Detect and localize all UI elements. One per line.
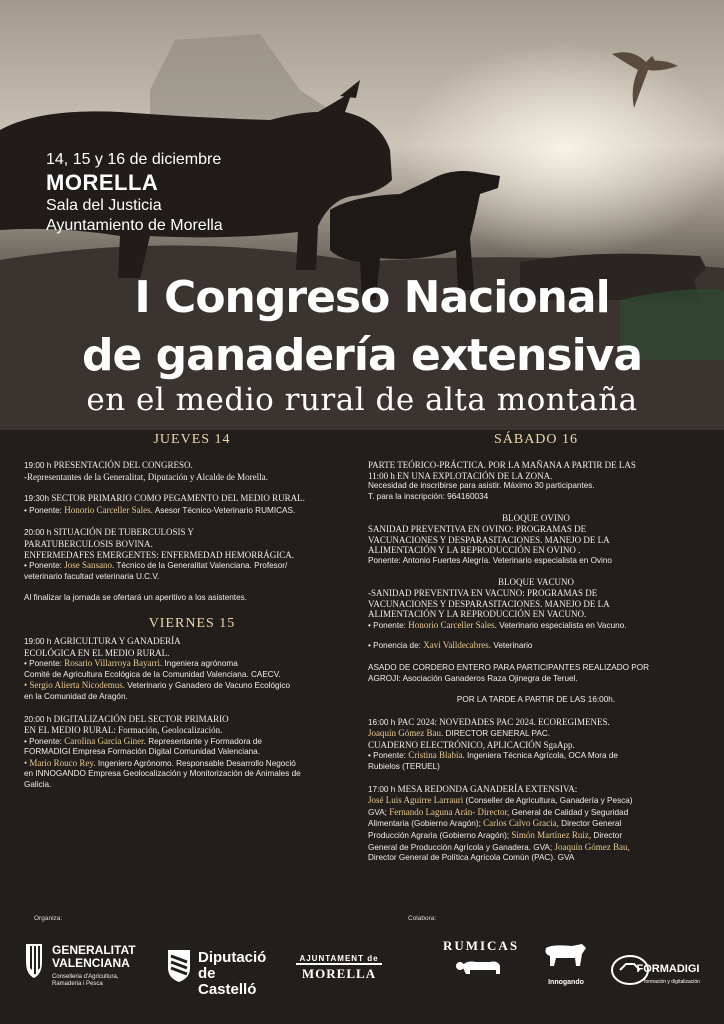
entry-line: AGROJI: Asociación Ganaderos Raza Ojinegra de Teruel. [368,673,578,683]
bloque-ovino [368,513,704,566]
formadigi-sub: formación y digitalización [644,979,700,985]
speaker-name: Carlos Calvo Gracia, [483,818,559,829]
entry-title: AGRICULTURA Y GANADERÍA [53,635,181,646]
speaker-desc: GVA; [368,807,387,817]
speaker-desc: veterinario facultad veterinaria U.C.V. [24,571,160,581]
entry-title: ENFERMEDAFES EMERGENTES: ENFERMEDAD HEMORRÁGICA. [24,549,295,560]
hero-banner [0,0,724,430]
speaker-desc: General de Producción Agrícola y Ganadera. GVA; [368,842,553,852]
speaker-desc: Asesor Técnico-Veterinario RUMICAS. [154,505,296,515]
day-heading-jueves: JUEVES 14 [153,432,231,447]
innogando-name: Innogando [548,979,584,986]
speaker-name: Joaquín Gómez Bau. [368,728,444,739]
entry-title: MESA REDONDA GANADERÍA EXTENSIVA: [397,783,578,794]
speaker-desc: Ingeniero Agrónomo. Responsable Desarrollo Negoció [97,758,296,768]
asado-note [368,663,704,684]
innogando-logo [538,942,594,992]
entry-time: 19:00 h [24,461,52,470]
entry-title: PARTE TEÓRICO-PRÁCTICA. POR LA MAÑANA A PARTIR DE LAS [368,460,636,470]
program-entry [24,714,360,791]
speaker-desc: Ponente: Antonio Fuertes Alegría. Veterinario especialista en Ovino [368,555,612,565]
formadigi-icon [610,950,706,990]
entry-time: 16:00 h [368,717,396,727]
subtitle: en el medio rural de alta montaña [86,382,638,418]
rumicas-text: RUMICAS [442,938,520,953]
entry-title: PRESENTACIÓN DEL CONGRESO. [53,460,193,470]
formadigi-text: FORMADIGI [636,963,700,975]
entry-title: VACUNACIONES Y DESPARASITACIONES. MANEJO DE LA [368,598,610,609]
speaker-desc: Director General de Política Agrícola Común (PAC). GVA [368,853,575,863]
event-info [46,150,223,236]
entry-title: -SANIDAD PREVENTIVA EN VACUNO: PROGRAMAS DE [368,587,598,598]
program-entry [368,460,704,502]
entry-time: 20:00 h [24,528,52,538]
speaker-name: • Mario Rouco Rey. [24,757,96,768]
closing-text: Al finalizar la jornada se ofertará un aperitivo a los asistentes. [24,593,248,603]
entry-time: 20:00 h [24,714,52,724]
diputacio-logo [166,946,278,998]
closing-note [24,593,360,604]
speaker-name: Xavi Valldecabres. [423,640,492,651]
speaker-desc: Ingeniera Técnica Agrícola, OCA Mora de [466,751,618,761]
gv-sub-line2: Ramaderia i Pesca [52,981,103,987]
program-entry [24,493,360,516]
speaker-name: José Luis Aguirre Larrauri [368,795,464,806]
dc-name [198,950,278,998]
block-heading: BLOQUE OVINO [502,513,570,524]
entry-title: SECTOR PRIMARIO COMO PEGAMENTO DEL MEDIO RURAL. [51,493,305,504]
generalitat-emblem-icon [24,940,44,980]
mo-line1: AJUNTAMENT de [299,954,379,963]
speaker-name: Jose Sansano. [64,560,115,571]
generalitat-logo [24,940,154,1000]
venue-line2: Ayuntamiento de Morella [46,217,223,234]
speaker-desc: Veterinario [493,641,533,651]
entry-title: SITUACIÓN DE TUBERCULOSIS Y [53,527,194,538]
speaker-desc: Representante y Formadora de [148,736,262,746]
entry-title: ECOLÓGICA EN EL MEDIO RURAL. [24,647,170,658]
speaker-desc: Producción Agraria (Gobierno Aragón); [368,831,510,841]
title-line1: I Congreso Nacional [134,272,610,323]
speaker-desc: en INNOGANDO Empresa Geolocalización y Monitorización de Animales de [24,769,301,779]
entry-title: VACUNACIONES Y DESPARASITACIONES. MANEJO DE LA [368,534,610,545]
speaker-desc: Ingeniera agrónoma [164,659,238,669]
ponente-prefix: • Ponente: [24,505,62,515]
morella-logo [296,944,382,988]
program-entry [24,527,360,582]
program-right-column [368,432,704,875]
speaker-desc: Director [593,831,623,841]
speaker-desc: Comité de Agricultura Ecológica de la Comunidad Valenciana. CAECV. [24,669,281,679]
entry-title: EN EL MEDIO RURAL: Formación, Geolocalización. [24,725,223,736]
speaker-desc: Veterinario y Ganadero de Vacuno Ecológico [127,681,291,691]
block-heading: BLOQUE VACUNO [498,577,574,588]
program-entry [368,784,704,864]
dc-name-line1: Diputació [198,949,267,966]
program-left-column [24,432,360,802]
speaker-desc: Veterinario especialista en Vacuno. [499,620,627,630]
ponente-prefix: • Ponente: [24,659,62,669]
gv-sub-line1: Conselleria d'Agricultura, [52,974,119,980]
organiza-label: Organiza: [34,915,63,922]
speaker-desc: Técnico de la Generalitat Valenciana. Profesor/ [116,561,288,571]
speaker-desc: Director General [561,819,622,829]
innogando-cow-icon [542,942,590,970]
mo-line2: MORELLA [296,963,382,982]
entry-title: DIGITALIZACIÓN DEL SECTOR PRIMARIO [53,713,229,724]
rumicas-logo [440,932,522,988]
event-city: MORELLA [46,170,159,195]
event-dates: 14, 15 y 16 de diciembre [46,151,222,168]
title-line2: de ganadería extensiva [81,330,643,381]
entry-line: ASADO DE CORDERO ENTERO PARA PARTICIPANTES REALIZADO POR [368,662,650,672]
speaker-desc: General de Calidad y Seguridad [511,807,629,817]
speaker-desc: Rubielos (TERUEL) [368,762,440,772]
diputacio-emblem-icon [166,946,192,984]
speaker-name: Honorio Carceller Sales. [64,504,153,515]
entry-line: Necesidad de inscribirse para asistir. Máximo 30 participantes. [368,481,595,491]
entry-title: SANIDAD PREVENTIVA EN OVINO: PROGRAMAS DE [368,523,587,534]
entry-line: -Representantes de la Generalitat, Diputación y Alcalde de Morella. [24,471,268,482]
rumicas-icon [440,932,522,988]
program-entry [24,636,360,703]
gv-name-line2: VALENCIANA [52,956,130,970]
bloque-vacuno [368,577,704,652]
tarde-note [368,695,704,706]
day-heading-viernes: VIERNES 15 [148,615,236,631]
speaker-desc: (Conseller de Agricultura, Ganadería y Pesca) [465,796,633,806]
ponente-prefix: • Ponente: [368,620,406,630]
speaker-name: Honorio Carceller Sales. [408,619,497,630]
speaker-name: Rosario Villarroya Bayarri. [64,658,163,669]
program-entry [368,717,704,773]
entry-time: 17:00 h [368,784,396,794]
entry-time: 19:00 h [24,636,52,646]
entry-title: 11:00 h EN UNA EXPLOTACIÓN DE LA ZONA. [368,470,553,481]
gv-sub [52,974,119,988]
gv-name [52,944,136,970]
colabora-label: Colabora: [408,915,437,922]
ponente-prefix: • Ponente: [368,751,406,761]
entry-title: CUADERNO ELECTRÓNICO, APLICACIÓN SgaApp. [368,739,575,750]
program-entry [24,460,360,482]
speaker-name: Cristina Blabia. [408,750,465,761]
ponente-prefix: • Ponente: [24,736,62,746]
entry-time: 19:30h [24,494,50,504]
ponente-prefix: • Ponencia de: [368,641,421,651]
entry-title: ALIMENTACIÓN Y LA REPRODUCCIÓN EN VACUNO. [368,609,587,620]
bird-icon [612,52,678,108]
speaker-name: Simón Martínez Ruiz, [511,830,592,841]
speaker-desc: Alimentaria (Gobierno Aragón); [368,819,481,829]
speaker-name: Fernando Laguna Arán- Director, [389,806,510,817]
ponente-prefix: • Ponente: [24,561,62,571]
speaker-desc: DIRECTOR GENERAL PAC. [445,729,551,739]
dc-name-line2: de Castelló [198,965,257,998]
day-heading-sabado: SÁBADO 16 [493,432,579,447]
entry-line: POR LA TARDE A PARTIR DE LAS 16:00h. [456,695,616,705]
speaker-desc: Galicia. [24,780,52,790]
speaker-name: Carolina García Giner. [64,735,146,746]
entry-title: PARATUBERCULOSIS BOVINA. [24,538,153,549]
speaker-desc: FORMADIGI Empresa Formación Digital Comunidad Valenciana. [24,747,261,757]
formadigi-logo [610,950,706,990]
speaker-name: • Sergio Alierta Nicodemus. [24,680,125,691]
venue-line1: Sala del Justicia [46,197,162,214]
speaker-name: Joaquín Gómez Bau, [554,841,630,852]
gv-name-line1: GENERALITAT [52,943,136,957]
entry-title: PAC 2024: NOVEDADES PAC 2024. ECOREGIMENES. [397,716,610,727]
speaker-desc: en la Comunidad de Aragón. [24,691,128,701]
entry-title: ALIMENTACIÓN Y LA REPRODUCCIÓN EN OVINO . [368,545,581,556]
entry-line: T. para la inscripción: 964160034 [368,491,489,501]
